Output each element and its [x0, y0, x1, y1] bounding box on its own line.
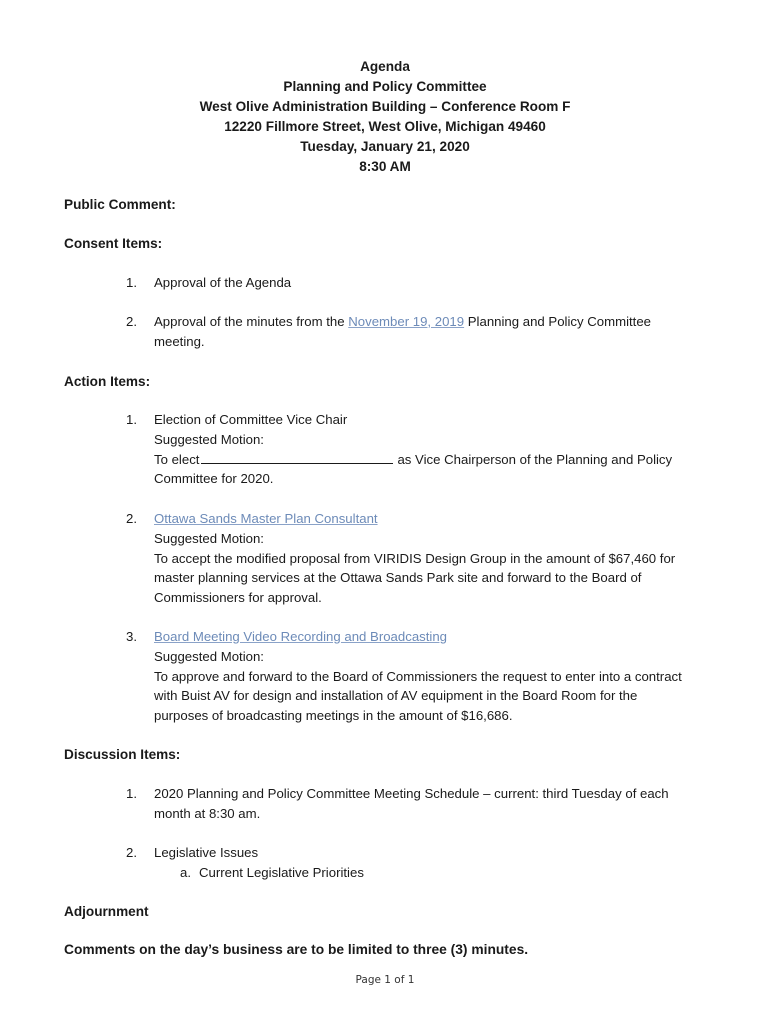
motion-text-line: with Buist AV for design and installation of AV equipment in the Board Room for the: [154, 688, 638, 704]
motion-text-line: Commissioners for approval.: [154, 590, 322, 606]
item-text: [154, 312, 734, 332]
page-number: Page 1 of 1: [355, 974, 415, 986]
item-number: 1.: [126, 786, 137, 801]
item-number: 1.: [126, 275, 137, 290]
item-text-suffix: Planning and Policy Committee: [464, 314, 652, 329]
motion-label: Suggested Motion:: [154, 530, 264, 546]
item-text-prefix: Approval of the minutes from the: [154, 314, 349, 329]
action-items-heading: Action Items:: [64, 374, 151, 389]
item-title: Election of Committee Vice Chair: [154, 412, 348, 427]
item-number: 1.: [126, 412, 137, 427]
item-text: Approval of the Agenda: [154, 275, 292, 290]
motion-text-line: To approve and forward to the Board of Commissioners the request to enter into a contract: [154, 668, 682, 684]
agenda-title: Agenda: [360, 59, 410, 74]
public-comment-heading: Public Comment:: [64, 197, 176, 212]
item-text-line: month at 8:30 am.: [154, 805, 261, 821]
agenda-header: [0, 57, 770, 177]
adjournment-heading: Adjournment: [64, 904, 149, 919]
motion-text-line: purposes of broadcasting meetings in the amount of $16,686.: [154, 708, 513, 724]
motion-text-line: master planning services at the Ottawa Sands Park site and forward to the Board of: [154, 570, 642, 586]
item-text-continued: meeting.: [154, 333, 205, 349]
discussion-items-heading: Discussion Items:: [64, 747, 181, 762]
item-number: 2.: [126, 314, 137, 329]
motion-label: Suggested Motion:: [154, 648, 264, 664]
committee-name: Planning and Policy Committee: [283, 79, 487, 94]
meeting-date: Tuesday, January 21, 2020: [300, 139, 470, 154]
motion-text-continued: Committee for 2020.: [154, 471, 274, 487]
comment-time-limit-note: Comments on the day’s business are to be limited to three (3) minutes.: [64, 942, 529, 957]
item-number: 2.: [126, 511, 137, 526]
meeting-time: 8:30 AM: [359, 159, 411, 174]
ottawa-sands-link[interactable]: Ottawa Sands Master Plan Consultant: [154, 511, 378, 526]
discussion-subitem: [180, 863, 364, 883]
item-number: 3.: [126, 629, 137, 644]
item-number: 2.: [126, 845, 137, 860]
board-video-link[interactable]: Board Meeting Video Recording and Broadcasting: [154, 629, 448, 644]
subitem-text: Current Legislative Priorities: [199, 865, 364, 880]
meeting-location: West Olive Administration Building – Conference Room F: [199, 99, 571, 114]
motion-text-start: To elect: [154, 451, 200, 467]
consent-items-heading: Consent Items:: [64, 236, 163, 251]
minutes-link[interactable]: November 19, 2019: [348, 314, 465, 329]
name-blank-line: [201, 451, 393, 464]
subitem-letter: a.: [180, 865, 191, 880]
item-text-line: 2020 Planning and Policy Committee Meeting Schedule – current: third Tuesday of each: [154, 786, 669, 801]
motion-label: Suggested Motion:: [154, 431, 264, 447]
motion-text-end: as Vice Chairperson of the Planning and Policy: [397, 451, 673, 467]
item-text: Legislative Issues: [154, 845, 259, 860]
meeting-address: 12220 Fillmore Street, West Olive, Michigan 49460: [224, 119, 546, 134]
motion-text: [154, 450, 734, 470]
motion-text-line: To accept the modified proposal from VIRIDIS Design Group in the amount of $67,460 for: [154, 550, 676, 566]
